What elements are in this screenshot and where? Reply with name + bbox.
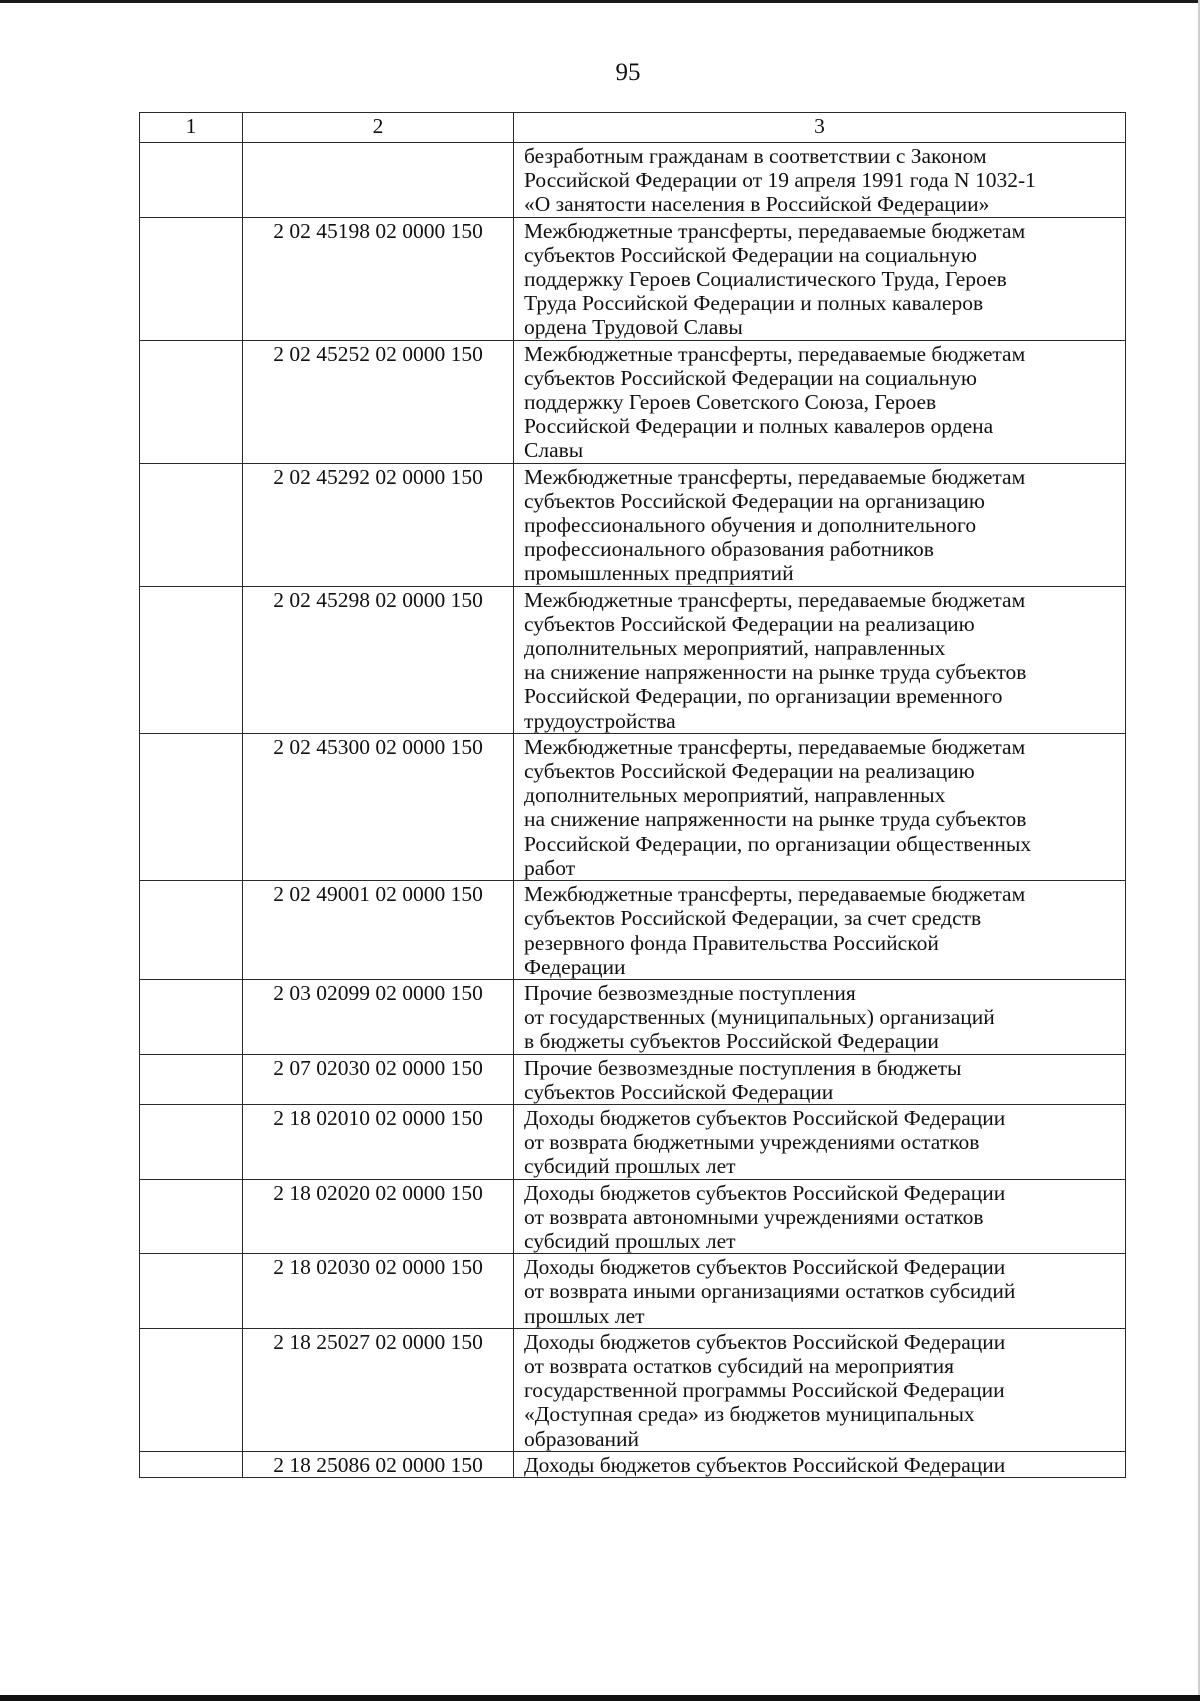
budget-code-cell: 2 02 45252 02 0000 150 [243, 340, 514, 463]
description-line: Межбюджетные трансферты, передаваемые бюджетам [524, 587, 1026, 612]
budget-code-cell: 2 03 02099 02 0000 150 [243, 979, 514, 1054]
table-body [140, 113, 1126, 1478]
budget-code-cell: 2 18 02020 02 0000 150 [243, 1179, 514, 1254]
description-line: субъектов Российской Федерации, за счет средств [524, 906, 982, 931]
description-line: Прочие безвозмездные поступления в бюджеты [524, 1055, 962, 1080]
budget-code-cell: 2 18 25086 02 0000 150 [243, 1451, 514, 1477]
budget-code-cell: 2 07 02030 02 0000 150 [243, 1054, 514, 1104]
scan-border-top [0, 0, 1200, 3]
description-cell [514, 463, 1126, 586]
description-line: Межбюджетные трансферты, передаваемые бюджетам [524, 218, 1026, 243]
description-line: Доходы бюджетов субъектов Российской Федерации [524, 1105, 1006, 1130]
description-cell [514, 881, 1126, 980]
description-cell [514, 979, 1126, 1054]
table-row [140, 1104, 1126, 1179]
description-line: ордена Трудовой Славы [524, 315, 743, 340]
description-cell [514, 1179, 1126, 1254]
description-line: Доходы бюджетов субъектов Российской Федерации [524, 1452, 1006, 1477]
table-row [140, 733, 1126, 880]
description-line: профессионального обучения и дополнительного [524, 513, 977, 538]
description-line: поддержку Героев Социалистического Труда, Героев [524, 267, 1007, 292]
description-line: субсидий прошлых лет [524, 1228, 736, 1253]
row-number-cell [140, 143, 243, 218]
row-number-cell [140, 1254, 243, 1329]
description-cell [514, 1451, 1126, 1477]
row-number-cell [140, 881, 243, 980]
description-line: от возврата автономными учреждениями остатков [524, 1204, 984, 1229]
table-row [140, 340, 1126, 463]
description-line: Российской Федерации, по организации временного [524, 684, 1003, 709]
description-line: «Доступная среда» из бюджетов муниципальных [524, 1402, 975, 1427]
table-row [140, 1054, 1126, 1104]
budget-code-cell: 2 02 45298 02 0000 150 [243, 586, 514, 733]
description-line: промышленных предприятий [524, 561, 794, 586]
description-cell [514, 143, 1126, 218]
description-line: Доходы бюджетов субъектов Российской Федерации [524, 1180, 1006, 1205]
description-cell [514, 217, 1126, 340]
description-line: дополнительных мероприятий, направленных [524, 783, 946, 808]
column-header-1: 1 [140, 113, 243, 143]
description-line: субъектов Российской Федерации на социальную [524, 365, 977, 390]
description-cell [514, 1254, 1126, 1329]
description-line: Доходы бюджетов субъектов Российской Федерации [524, 1255, 1006, 1280]
description-line: государственной программы Российской Федерации [524, 1378, 1005, 1403]
description-cell [514, 586, 1126, 733]
description-line: Славы [524, 438, 584, 463]
description-line: прошлых лет [524, 1303, 645, 1328]
row-number-cell [140, 463, 243, 586]
description-line: от возврата остатков субсидий на мероприятия [524, 1353, 954, 1378]
budget-code-cell: 2 02 49001 02 0000 150 [243, 881, 514, 980]
description-cell [514, 1104, 1126, 1179]
table-row [140, 881, 1126, 980]
description-line: субъектов Российской Федерации на реализацию [524, 759, 975, 784]
row-number-cell [140, 1054, 243, 1104]
description-line: субъектов Российской Федерации на социальную [524, 242, 977, 267]
table-header-row [140, 113, 1126, 143]
description-line: Доходы бюджетов субъектов Российской Федерации [524, 1329, 1006, 1354]
description-line: Российской Федерации от 19 апреля 1991 года N 1032-1 [524, 168, 1036, 193]
description-line: субъектов Российской Федерации на реализацию [524, 611, 975, 636]
description-cell [514, 733, 1126, 880]
row-number-cell [140, 1104, 243, 1179]
row-number-cell [140, 1451, 243, 1477]
row-number-cell [140, 979, 243, 1054]
table-row [140, 1451, 1126, 1477]
description-line: от возврата бюджетными учреждениями остатков [524, 1130, 980, 1155]
table-row [140, 586, 1126, 733]
budget-code-cell: 2 18 02030 02 0000 150 [243, 1254, 514, 1329]
row-number-cell [140, 217, 243, 340]
description-line: от государственных (муниципальных) организаций [524, 1005, 995, 1030]
description-line: образований [524, 1426, 640, 1451]
description-line: Российской Федерации и полных кавалеров ордена [524, 414, 994, 439]
description-line: дополнительных мероприятий, направленных [524, 636, 946, 661]
table-row [140, 463, 1126, 586]
description-line: трудоустройства [524, 708, 676, 733]
table-row [140, 217, 1126, 340]
description-line: Межбюджетные трансферты, передаваемые бюджетам [524, 341, 1026, 366]
description-line: субсидий прошлых лет [524, 1154, 736, 1179]
description-line: субъектов Российской Федерации [524, 1079, 834, 1104]
table-row [140, 1254, 1126, 1329]
budget-code-cell: 2 02 45300 02 0000 150 [243, 733, 514, 880]
budget-code-cell: 2 18 02010 02 0000 150 [243, 1104, 514, 1179]
table-row [140, 1179, 1126, 1254]
description-line: на снижение напряженности на рынке труда субъектов [524, 660, 1027, 685]
row-number-cell [140, 586, 243, 733]
description-line: Российской Федерации, по организации общественных [524, 831, 1032, 856]
budget-code-cell: 2 02 45198 02 0000 150 [243, 217, 514, 340]
description-line: работ [524, 855, 576, 880]
description-line: безработным гражданам в соответствии с Законом [524, 144, 987, 168]
description-line: Межбюджетные трансферты, передаваемые бюджетам [524, 882, 1026, 907]
row-number-cell [140, 733, 243, 880]
description-line: профессионального образования работников [524, 537, 934, 562]
description-line: резервного фонда Правительства Российской [524, 930, 939, 955]
description-line: Труда Российской Федерации и полных кавалеров [524, 291, 984, 316]
description-line: «О занятости населения в Российской Федерации» [524, 192, 990, 217]
budget-code-cell: 2 02 45292 02 0000 150 [243, 463, 514, 586]
table-row [140, 143, 1126, 218]
description-line: в бюджеты субъектов Российской Федерации [524, 1029, 939, 1054]
description-line: Межбюджетные трансферты, передаваемые бюджетам [524, 734, 1026, 759]
budget-code-cell: 2 18 25027 02 0000 150 [243, 1328, 514, 1451]
row-number-cell [140, 1179, 243, 1254]
description-line: субъектов Российской Федерации на организацию [524, 488, 985, 513]
description-line: Федерации [524, 954, 626, 979]
description-line: поддержку Героев Советского Союза, Героев [524, 390, 937, 415]
row-number-cell [140, 340, 243, 463]
table-row [140, 979, 1126, 1054]
description-line: Межбюджетные трансферты, передаваемые бюджетам [524, 464, 1026, 489]
page-number: 95 [615, 59, 641, 86]
description-cell [514, 1054, 1126, 1104]
column-header-2: 2 [243, 113, 514, 143]
description-cell [514, 1328, 1126, 1451]
column-header-3: 3 [514, 113, 1126, 143]
budget-codes-table [139, 112, 1126, 1478]
scan-border-bottom [0, 1695, 1200, 1701]
budget-code-cell [243, 143, 514, 218]
row-number-cell [140, 1328, 243, 1451]
description-cell [514, 340, 1126, 463]
description-line: Прочие безвозмездные поступления [524, 980, 856, 1005]
description-line: от возврата иными организациями остатков субсидий [524, 1279, 1016, 1304]
table-row [140, 1328, 1126, 1451]
description-line: на снижение напряженности на рынке труда субъектов [524, 807, 1027, 832]
